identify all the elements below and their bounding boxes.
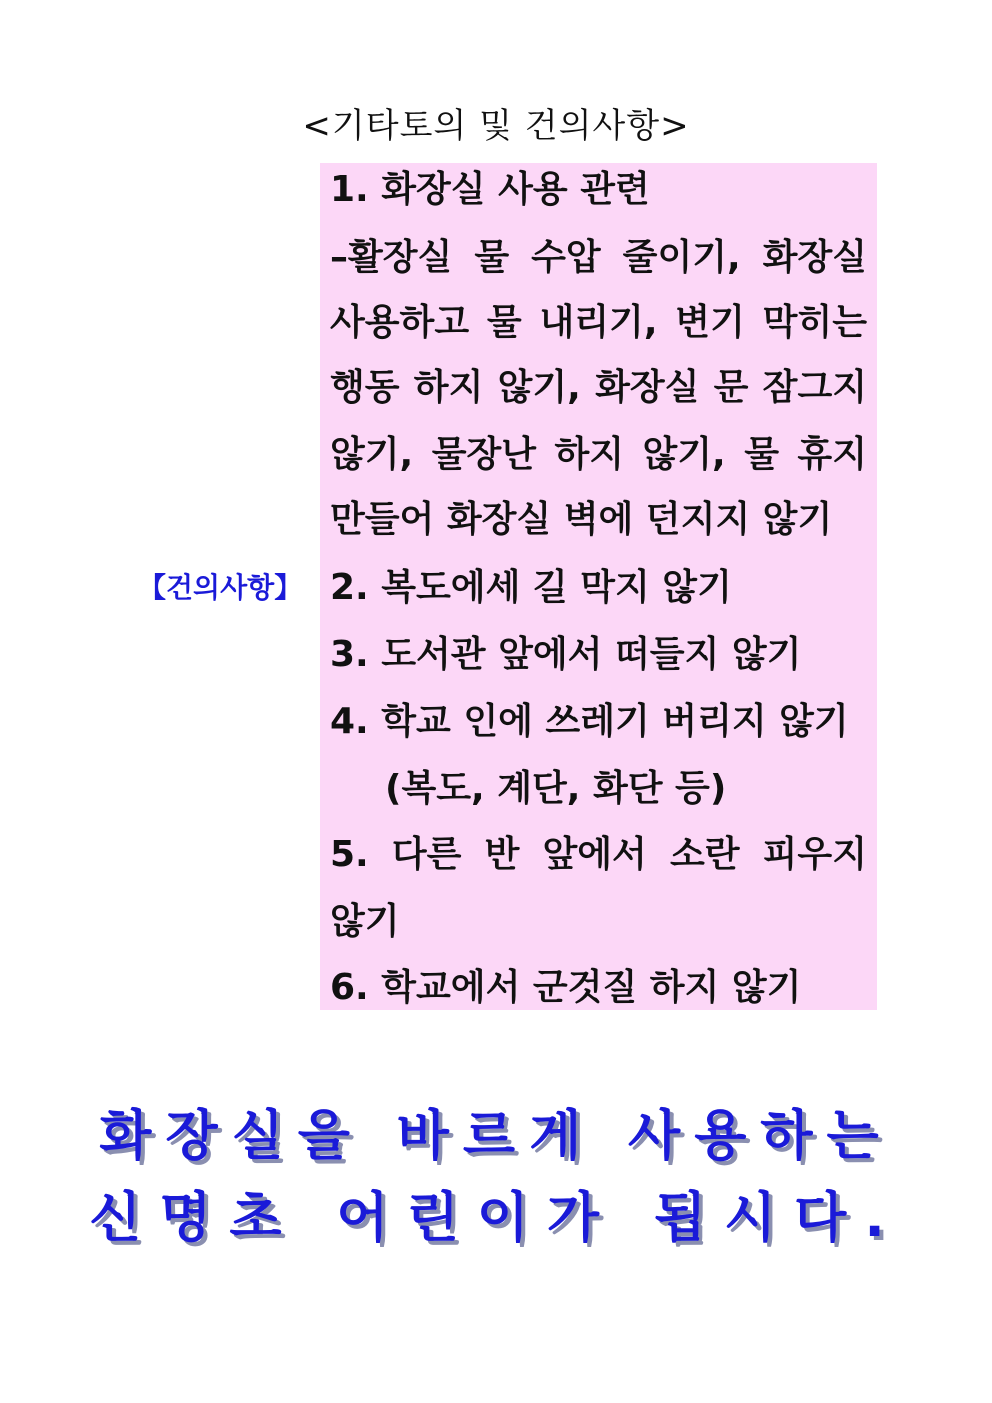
item-4-note: (복도, 계단, 화단 등) [385, 768, 727, 809]
side-label: 【건의사항】 [138, 571, 303, 604]
item-1-detail-line: 않기, 물장난 하지 않기, 물 휴지 [330, 434, 867, 475]
item-5: 5. 다른 반 앞에서 소란 피우지 [330, 834, 867, 875]
page-title: <기타토의 및 건의사항> [302, 106, 690, 146]
item-1-detail-line: 사용하고 물 내리기, 변기 막히는 [330, 302, 867, 343]
item-1-detail-line: –활장실 물 수압 줄이기, 화장실 [330, 237, 867, 278]
slogan-line-2: 신명초 어린이가 됩시다. [89, 1186, 903, 1249]
item-4: 4. 학교 인에 쓰레기 버리지 않기 [330, 701, 849, 742]
item-1-detail-line: 만들어 화장실 벽에 던지지 않기 [330, 499, 833, 540]
item-2: 2. 복도에세 길 막지 않기 [330, 567, 732, 608]
item-1-detail-line: 행동 하지 않기, 화장실 문 잠그지 [330, 367, 867, 408]
item-6: 6. 학교에서 군것질 하지 않기 [330, 967, 802, 1008]
slogan-line-1: 화장실을 바르게 사용하는 [99, 1104, 893, 1167]
item-1-heading: 1. 화장실 사용 관련 [330, 169, 650, 210]
item-5-continued: 않기 [330, 901, 400, 942]
item-3: 3. 도서관 앞에서 떠들지 않기 [330, 634, 802, 675]
